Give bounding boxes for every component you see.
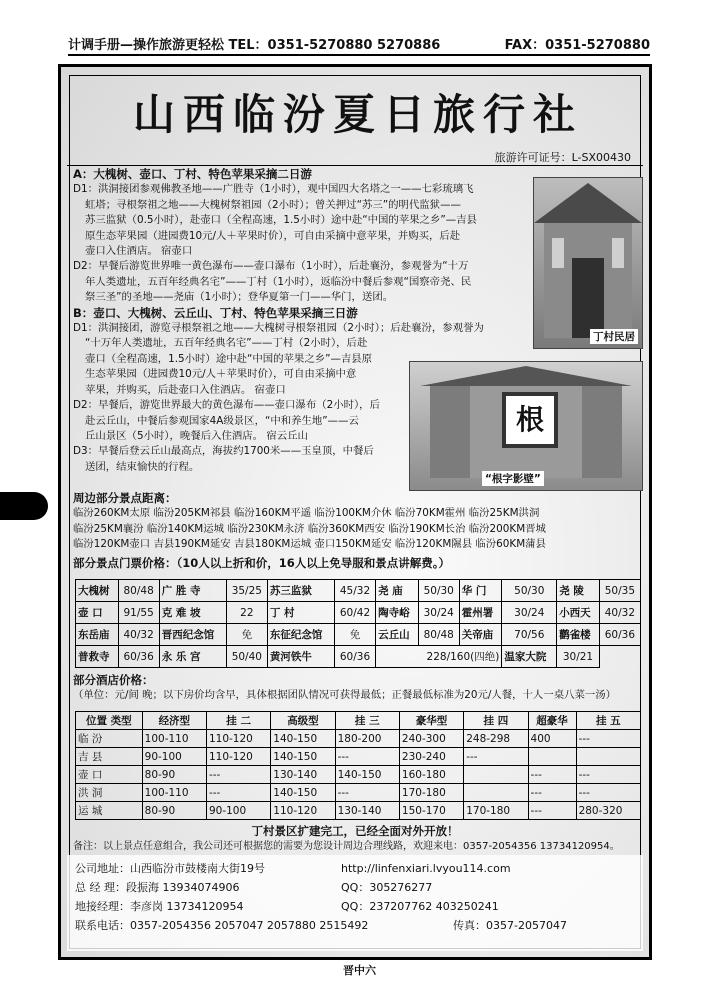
contact-right (341, 859, 511, 916)
ticket-price: 免 (226, 624, 267, 646)
route-a-line: 苏三监狱（0.5小时），赴壶口（全程高速，1.5小时）途中赴“中国的苹果之乡”—吉县 (85, 214, 477, 227)
hotel-column-header: 挂 二 (206, 712, 270, 730)
distance-line: 临汾260KM太原 临汾205KM祁县 临汾160KM平遥 临汾100KM介休 临汾70KM霍州 临汾25KM洪洞 (73, 507, 540, 520)
route-a-line: 祭三圣”的圣地——尧庙（1小时）；登华夏第一门——华门，送团。 (85, 291, 394, 304)
ad-frame (58, 64, 652, 960)
hotels-note: （单位：元/间 晚；以下房价均含早，具体根据团队情况可获得最低；正餐最低标准为20元/人餐，十人一桌八菜一汤） (73, 689, 617, 702)
ticket-site: 永 乐 宫 (159, 646, 226, 668)
expansion-notice: 丁村景区扩建完工，已经全面对外开放！ (251, 824, 459, 838)
ticket-price: 30/24 (502, 602, 557, 624)
side-tab-marker (0, 492, 48, 520)
ticket-site: 华 门 (459, 580, 502, 602)
hotel-price: 240-300 (399, 730, 463, 748)
ticket-site: 鹳雀楼 (557, 624, 600, 646)
contact-fax: 传真：0357-2057047 (453, 919, 567, 932)
photo1-caption: 丁村民居 (590, 329, 638, 344)
hotel-price: --- (206, 766, 270, 784)
hotel-column-header: 超豪华 (528, 712, 576, 730)
ticket-row (76, 602, 641, 624)
ticket-site: 关帝庙 (459, 624, 502, 646)
hotel-price: 170-180 (399, 784, 463, 802)
hotels-heading (73, 673, 616, 704)
hotel-row (76, 748, 641, 766)
hotel-price: --- (335, 784, 399, 802)
ticket-site: 霍州署 (459, 602, 502, 624)
ticket-price: 70/56 (502, 624, 557, 646)
contact-manager-qq: QQ：305276277 (341, 881, 433, 894)
route-b-line: 生态苹果园（进园费10元/人＋苹果时价），可自由采摘中意 (85, 368, 357, 381)
hotel-price (464, 784, 528, 802)
route-b-line: 赴云丘山，中餐后参观国家4A级景区，“中和养生地”——云 (85, 414, 359, 427)
ticket-price: 60/42 (334, 602, 375, 624)
ticket-price: 40/32 (599, 602, 640, 624)
ticket-price: 91/55 (118, 602, 159, 624)
distance-line: 临汾25KM襄汾 临汾140KM运城 临汾230KM永济 临汾360KM西安 临汾190KM长治 临汾200KM晋城 (73, 522, 546, 535)
route-a-line: D1：洪洞接团参观佛教圣地——广胜寺（1小时），观中国四大名塔之一——七彩琉璃飞 (73, 183, 474, 196)
contact-dispatcher-qq: QQ：237207762 403250241 (341, 900, 499, 913)
hotel-column-header: 豪华型 (399, 712, 463, 730)
top-divider (68, 54, 650, 56)
hotel-price: --- (464, 748, 528, 766)
ticket-row (76, 580, 641, 602)
hotel-price (528, 748, 576, 766)
remark: 备注：以上景点任意组合，我公司还可根据您的需要为您设计周边合理线路，欢迎来电：0357-2054356 13734120954。 (73, 841, 620, 852)
route-a-line: D2：早餐后游览世界唯一黄色瀑布——壶口瀑布（1小时），后赴襄汾，参观誉为“十万 (73, 260, 469, 273)
route-b-line: D1：洪洞接团，游览寻根祭祖之地——大槐树寻根祭祖园（2小时）；后赴襄汾，参观誉为 (73, 322, 484, 335)
hotel-price-table (75, 711, 641, 820)
hotel-location: 运 城 (76, 802, 143, 820)
hotel-column-header: 高级型 (271, 712, 335, 730)
hotel-row (76, 730, 641, 748)
ticket-site: 云丘山 (376, 624, 419, 646)
hotel-price: 90-100 (142, 748, 206, 766)
hotel-price: 400 (528, 730, 576, 748)
photo2-caption: “根字影壁” (482, 471, 544, 486)
hotel-location: 吉 县 (76, 748, 143, 766)
ticket-site: 陶寺峪 (376, 602, 419, 624)
hotel-price: 100-110 (142, 730, 206, 748)
ticket-price: 60/36 (334, 646, 375, 668)
gen-screen-wall-photo (409, 361, 643, 491)
ticket-price: 22 (226, 602, 267, 624)
hotel-location: 临 汾 (76, 730, 143, 748)
ticket-price: 35/25 (226, 580, 267, 602)
hotel-column-header: 挂 五 (576, 712, 640, 730)
ticket-price: 50/35 (599, 580, 640, 602)
page-footer: 晋中六 (343, 964, 376, 977)
hotel-price: 80-90 (142, 766, 206, 784)
hotel-price (464, 766, 528, 784)
hotel-price: --- (576, 730, 640, 748)
ticket-price-table (75, 579, 641, 668)
hotel-price: --- (528, 766, 576, 784)
ticket-price: 60/36 (599, 624, 640, 646)
contact-phone: 联系电话：0357-2054356 2057047 2057880 2515492 (75, 919, 369, 932)
hotel-row (76, 784, 641, 802)
ticket-price: 免 (334, 624, 375, 646)
hotel-price: 110-120 (206, 748, 270, 766)
hotel-price: 160-180 (399, 766, 463, 784)
top-bar (68, 34, 650, 54)
route-a-line: 年人类遗址，五百年经典名宅”——丁村（1小时），返临汾中餐后参观“国察帝尧、民 (85, 275, 472, 288)
route-b-line: D3：早餐后登云丘山最高点，海拔约1700米——玉皇顶，中餐后 (73, 445, 374, 458)
hotel-price: 140-150 (335, 766, 399, 784)
contact-website: http://linfenxiari.lvyou114.com (341, 862, 511, 875)
ticket-price: 80/48 (118, 580, 159, 602)
hotel-column-header: 位置 类型 (76, 712, 143, 730)
ticket-price: 60/36 (118, 646, 159, 668)
contact-address: 公司地址：山西临汾市鼓楼南大街19号 (75, 862, 265, 875)
hotel-price: --- (335, 748, 399, 766)
ticket-site: 黄河铁牛 (267, 646, 334, 668)
ticket-price: 50/30 (418, 580, 459, 602)
distances-title: 周边部分景点距离： (73, 491, 177, 505)
route-b-line: 壶口（全程高速，1.5小时）途中赴“中国的苹果之乡”—吉县原 (85, 352, 373, 365)
route-a-line: 壶口入住酒店。 宿壶口 (85, 245, 193, 258)
contact-manager: 总 经 理：段振海 13934074906 (75, 881, 240, 894)
contact-dispatcher: 地接经理：李彦岗 13734120954 (75, 900, 244, 913)
ticket-price: 50/30 (502, 580, 557, 602)
top-bar-contact: 计调手册—操作旅游更轻松 TEL：0351-5270880 5270886 (68, 38, 441, 53)
hotel-column-header: 经济型 (142, 712, 206, 730)
route-b-title: B：壶口、大槐树、云丘山、丁村、特色苹果采摘三日游 (73, 305, 358, 320)
hotel-header-row (76, 712, 641, 730)
ticket-site: 壶 口 (76, 602, 119, 624)
hotel-column-header: 挂 四 (464, 712, 528, 730)
ticket-site: 丁 村 (267, 602, 334, 624)
hotel-price: 140-150 (271, 784, 335, 802)
route-b-line: 苹果，并购买，后赴壶口入住酒店。 宿壶口 (85, 383, 286, 396)
hotel-column-header: 挂 三 (335, 712, 399, 730)
hotel-price: 230-240 (399, 748, 463, 766)
hotel-price: 130-140 (335, 802, 399, 820)
contact-left (75, 859, 368, 935)
distance-line: 临汾120KM壶口 吉县190KM延安 吉县180KM运城 壶口150KM延安 临汾120KM隰县 临汾60KM蒲县 (73, 538, 546, 551)
ticket-price: 50/40 (226, 646, 267, 668)
ticket-site: 尧 陵 (557, 580, 600, 602)
hotel-price: 180-200 (335, 730, 399, 748)
hotel-price: 140-150 (271, 730, 335, 748)
hotels-title: 部分酒店价格： (73, 673, 154, 687)
hotel-price: --- (528, 802, 576, 820)
hotel-price (576, 748, 640, 766)
ticket-site: 普救寺 (76, 646, 119, 668)
ticket-site: 广 胜 寺 (159, 580, 226, 602)
hotel-price: 130-140 (271, 766, 335, 784)
ticket-site: 小西天 (557, 602, 600, 624)
hotel-price: 150-170 (399, 802, 463, 820)
hotel-price: --- (528, 784, 576, 802)
hotel-price: 80-90 (142, 802, 206, 820)
ticket-site: 东岳庙 (76, 624, 119, 646)
hotel-row (76, 802, 641, 820)
ticket-row (76, 646, 641, 668)
gate-illustration-icon (534, 178, 642, 348)
title-divider (67, 165, 643, 166)
hotel-price: 248-298 (464, 730, 528, 748)
hotel-price: 90-100 (206, 802, 270, 820)
ticket-price: 45/32 (334, 580, 375, 602)
ticket-site: 大槐树 (76, 580, 119, 602)
distances (73, 491, 546, 571)
hotel-location: 洪 洞 (76, 784, 143, 802)
route-a-line: 虹塔；寻根祭祖之地——大槐树祭祖园（2小时）；曾关押过“苏三”的明代监狱—— (85, 198, 461, 211)
ticket-price: 40/32 (118, 624, 159, 646)
route-b-line: “十万年人类遗址，五百年经典名宅”——丁村（2小时），后赴 (85, 337, 368, 350)
hotel-price: --- (576, 766, 640, 784)
ticket-price: 30/21 (557, 646, 600, 668)
ding-village-photo (533, 177, 643, 349)
hotel-price: 140-150 (271, 748, 335, 766)
hotel-price: 280-320 (576, 802, 640, 820)
hotel-price: 100-110 (142, 784, 206, 802)
route-b-line: 送团，结束愉快的行程。 (85, 460, 200, 473)
ticket-site: 苏三监狱 (267, 580, 334, 602)
gen-character-sign: 根 (502, 392, 558, 448)
hotel-price: 110-120 (206, 730, 270, 748)
ticket-site: 东征纪念馆 (267, 624, 334, 646)
hotel-price: --- (576, 784, 640, 802)
top-bar-fax: FAX：0351-5270880 (504, 38, 650, 53)
ticket-price: 228/160(四绝) (376, 646, 502, 668)
ticket-price: 80/48 (418, 624, 459, 646)
ticket-site: 晋西纪念馆 (159, 624, 226, 646)
hotel-price: 170-180 (464, 802, 528, 820)
hotel-row (76, 766, 641, 784)
ticket-site: 温家大院 (502, 646, 557, 668)
license-number: 旅游许可证号：L-SX00430 (494, 151, 631, 164)
route-b-line: D2：早餐后，游览世界最大的黄色瀑布——壶口瀑布（2小时），后 (73, 399, 380, 412)
hotel-location: 壶 口 (76, 766, 143, 784)
agency-title: 山西临汾夏日旅行社 (132, 90, 583, 139)
route-b-line: 丘山景区（5小时），晚餐后入住酒店。 宿云丘山 (85, 429, 308, 442)
route-a-title: A：大槐树、壶口、丁村、特色苹果采摘二日游 (73, 167, 312, 181)
ticket-site: 克 难 坡 (159, 602, 226, 624)
ticket-price: 30/24 (418, 602, 459, 624)
ticket-row (76, 624, 641, 646)
ticket-site: 尧 庙 (376, 580, 419, 602)
route-a-line: 原生态苹果园（进园费10元/人＋苹果时价），可自由采摘中意苹果，并购买，后赴 (85, 229, 461, 242)
tickets-title: 部分景点门票价格：（10人以上折和价，16人以上免导服和景点讲解费。） (73, 555, 451, 570)
hotel-price: --- (206, 784, 270, 802)
hotel-price: 110-120 (271, 802, 335, 820)
